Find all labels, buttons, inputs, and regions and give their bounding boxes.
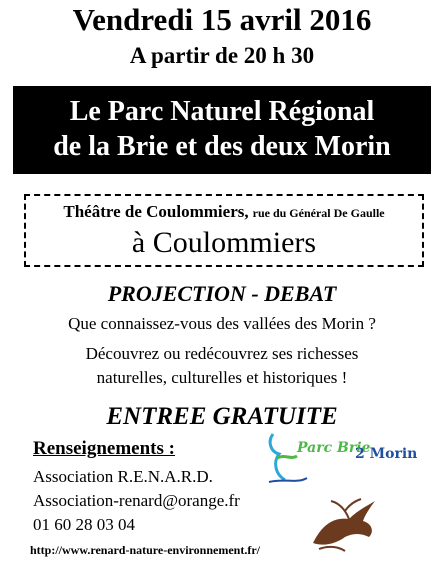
event-time: A partir de 20 h 30 — [129, 43, 315, 68]
parc-logo-text: Parc Brie — [297, 440, 371, 456]
venue-line — [26, 202, 422, 223]
venue-city: à Coulommiers — [131, 226, 317, 259]
discover-line-2: naturelles, culturelles et historiques ! — [96, 368, 348, 387]
admission-text: ENTREE GRATUITE — [106, 403, 338, 430]
info-phone: 01 60 28 03 04 — [33, 515, 135, 534]
title-line-1: Le Parc Naturel Régional — [69, 96, 375, 127]
event-type: PROJECTION - DEBAT — [107, 281, 337, 306]
venue-street: rue du Général De Gaulle — [252, 206, 385, 220]
title-line-2: de la Brie et des deux Morin — [53, 131, 391, 162]
venue-name: Théâtre de Coulommiers, — [63, 202, 249, 221]
info-association: Association R.E.N.A.R.D. — [33, 467, 213, 486]
event-question: Que connaissez-vous des vallées des Morin ? — [68, 314, 376, 333]
title-banner — [13, 86, 431, 174]
discover-line-1: Découvrez ou redécouvrez ses richesses — [85, 344, 359, 363]
morin-logo-text: 2 Morin — [355, 446, 418, 462]
venue-box — [24, 194, 424, 267]
info-label: Renseignements : — [33, 438, 175, 459]
deer-icon — [305, 493, 385, 553]
parc-logo — [263, 428, 438, 488]
event-date: Vendredi 15 avril 2016 — [72, 2, 372, 37]
website-link[interactable]: http://www.renard-nature-environnement.fr/ — [30, 543, 260, 557]
info-email[interactable]: Association-renard@orange.fr — [33, 491, 240, 510]
deer-logo — [305, 493, 385, 553]
